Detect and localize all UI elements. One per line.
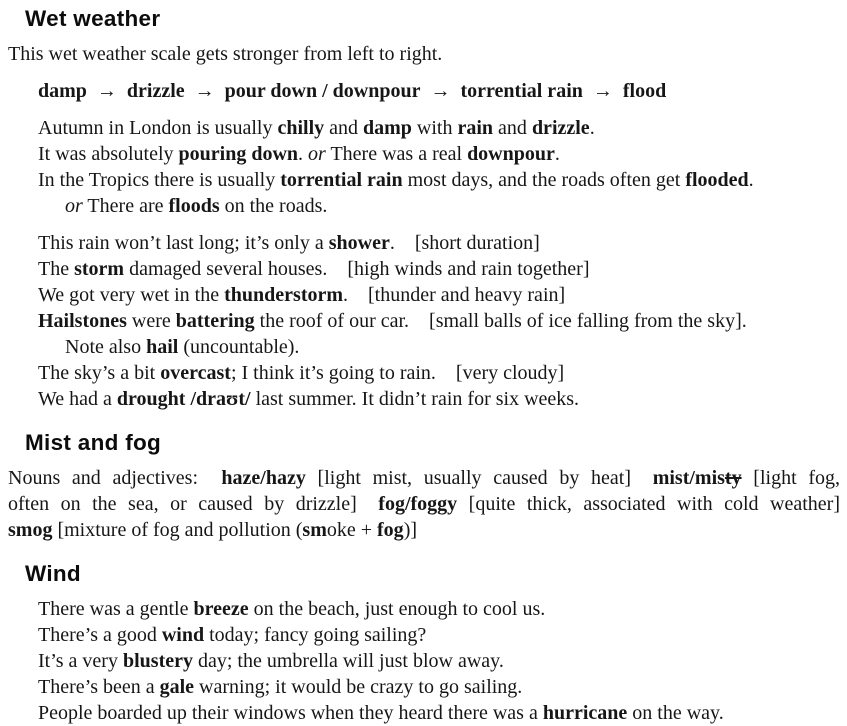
vocab-term: fog/foggy bbox=[378, 493, 458, 515]
text-span: [quite thick, associated with cold weather] bbox=[457, 493, 840, 515]
vocab-term-struck: ty bbox=[724, 467, 742, 489]
text-span: The bbox=[38, 258, 75, 280]
vocab-term: drought /draʊt/ bbox=[116, 388, 251, 410]
arrow-glyph: → bbox=[582, 80, 623, 102]
text-block bbox=[8, 41, 842, 67]
text-line bbox=[8, 141, 842, 167]
vocab-term: floods bbox=[168, 195, 220, 217]
text-span: [light fog, bbox=[741, 467, 840, 489]
vocab-term: hail bbox=[146, 336, 179, 358]
text-span: There are bbox=[82, 195, 169, 217]
text-span: . bbox=[298, 143, 309, 165]
text-span: often on the sea, or caused by drizzle] bbox=[8, 493, 379, 515]
section-body-mist-and-fog bbox=[8, 465, 842, 543]
section-body-wind bbox=[8, 596, 842, 726]
section-wet-weather bbox=[8, 6, 842, 412]
text-span: People boarded up their windows when they heard there was a bbox=[38, 702, 543, 724]
text-line bbox=[8, 465, 842, 491]
vocab-term: pour down / downpour bbox=[224, 80, 421, 102]
vocab-term: torrential rain bbox=[280, 169, 403, 191]
text-span: warning; it would be crazy to go sailing. bbox=[194, 676, 523, 698]
vocab-term: haze/hazy bbox=[221, 467, 306, 489]
vocab-term: battering bbox=[175, 310, 255, 332]
text-span: and bbox=[324, 117, 364, 139]
vocab-term: chilly bbox=[277, 117, 325, 139]
text-span: most days, and the roads often get bbox=[402, 169, 686, 191]
text-span: . bbox=[748, 169, 754, 191]
vocab-term: downpour bbox=[467, 143, 555, 165]
vocab-term: sm bbox=[302, 519, 327, 541]
text-line bbox=[8, 596, 842, 622]
text-line bbox=[8, 193, 842, 219]
text-block bbox=[8, 78, 842, 104]
text-line bbox=[8, 282, 842, 308]
vocab-term: torrential rain bbox=[460, 80, 583, 102]
text-block bbox=[8, 465, 842, 543]
text-line bbox=[8, 167, 842, 193]
section-mist-and-fog bbox=[8, 430, 842, 543]
text-span: today; fancy going sailing? bbox=[204, 624, 427, 646]
text-span: last summer. It didn’t rain for six weeks. bbox=[250, 388, 580, 410]
vocab-term: drizzle bbox=[531, 117, 590, 139]
text-span: Autumn in London is usually bbox=[38, 117, 278, 139]
section-heading-mist-and-fog: Mist and fog bbox=[25, 430, 162, 455]
vocab-term: shower bbox=[328, 232, 390, 254]
text-span: There’s been a bbox=[38, 676, 160, 698]
text-span: We had a bbox=[38, 388, 117, 410]
vocab-term: thunderstorm bbox=[224, 284, 344, 306]
text-span: on the way. bbox=[627, 702, 724, 724]
text-span: and bbox=[493, 117, 532, 139]
vocab-term: damp bbox=[363, 117, 412, 139]
text-span: . bbox=[589, 117, 595, 139]
text-span: . bbox=[554, 143, 560, 165]
vocab-term: flooded bbox=[685, 169, 749, 191]
text-span: . [short duration] bbox=[389, 232, 540, 254]
italic-text: or bbox=[65, 195, 83, 217]
vocab-term: fog bbox=[377, 519, 404, 541]
text-block bbox=[8, 596, 842, 726]
text-line bbox=[8, 491, 842, 517]
vocab-term: damp bbox=[38, 80, 87, 102]
text-line bbox=[8, 308, 842, 334]
text-span: ; I think it’s going to rain. [very cloudy] bbox=[230, 362, 565, 384]
text-span: This rain won’t last long; it’s only a bbox=[38, 232, 329, 254]
text-line bbox=[8, 622, 842, 648]
text-span: The sky’s a bit bbox=[38, 362, 161, 384]
section-heading-wet-weather: Wet weather bbox=[25, 6, 161, 31]
vocab-term: pouring down bbox=[178, 143, 299, 165]
section-wind bbox=[8, 561, 842, 726]
vocab-term: smog bbox=[8, 519, 53, 541]
vocab-term: blustery bbox=[122, 650, 193, 672]
text-line bbox=[8, 360, 842, 386]
text-span: [light mist, usually caused by heat] bbox=[305, 467, 653, 489]
text-span: It’s a very bbox=[38, 650, 123, 672]
text-span: There was a gentle bbox=[38, 598, 194, 620]
arrow-glyph: → bbox=[86, 80, 127, 102]
text-span: (uncountable). bbox=[178, 336, 300, 358]
text-span: on the beach, just enough to cool us. bbox=[248, 598, 546, 620]
text-span: In the Tropics there is usually bbox=[38, 169, 281, 191]
text-span: There was a real bbox=[325, 143, 468, 165]
text-span: Note also bbox=[65, 336, 147, 358]
text-line bbox=[8, 41, 842, 67]
arrow-glyph: → bbox=[420, 80, 461, 102]
text-line bbox=[8, 230, 842, 256]
text-span: [mixture of fog and pollution ( bbox=[52, 519, 303, 541]
vocab-term: storm bbox=[74, 258, 125, 280]
vocab-term: Hailstones bbox=[38, 310, 127, 332]
text-line bbox=[8, 334, 842, 360]
text-line bbox=[8, 115, 842, 141]
vocab-term: flood bbox=[622, 80, 667, 102]
text-block bbox=[8, 230, 842, 412]
text-span: on the roads. bbox=[219, 195, 328, 217]
vocab-term: gale bbox=[159, 676, 195, 698]
text-span: Nouns and adjectives: bbox=[8, 467, 222, 489]
text-line bbox=[8, 386, 842, 412]
text-span: with bbox=[411, 117, 458, 139]
text-line bbox=[8, 78, 842, 104]
vocab-term: wind bbox=[161, 624, 205, 646]
section-heading-wind: Wind bbox=[25, 561, 81, 586]
text-line bbox=[8, 674, 842, 700]
text-span: We got very wet in the bbox=[38, 284, 225, 306]
italic-text: or bbox=[308, 143, 326, 165]
vocab-term: rain bbox=[457, 117, 494, 139]
text-line bbox=[8, 700, 842, 726]
section-body-wet-weather bbox=[8, 41, 842, 412]
vocab-term: mist/mis bbox=[652, 467, 725, 489]
text-span: . [thunder and heavy rain] bbox=[343, 284, 566, 306]
text-span: oke + bbox=[326, 519, 378, 541]
text-span: There’s a good bbox=[38, 624, 162, 646]
vocab-term: overcast bbox=[160, 362, 231, 384]
text-span: damaged several houses. [high winds and rain together] bbox=[124, 258, 590, 280]
text-block bbox=[8, 115, 842, 219]
text-span: were bbox=[126, 310, 176, 332]
text-span: It was absolutely bbox=[38, 143, 179, 165]
arrow-glyph: → bbox=[184, 80, 225, 102]
vocab-term: breeze bbox=[193, 598, 249, 620]
vocab-term: hurricane bbox=[542, 702, 628, 724]
text-line bbox=[8, 517, 842, 543]
text-line bbox=[8, 648, 842, 674]
text-span: )] bbox=[403, 519, 418, 541]
text-line bbox=[8, 256, 842, 282]
vocab-term: drizzle bbox=[126, 80, 185, 102]
text-span: day; the umbrella will just blow away. bbox=[192, 650, 504, 672]
text-span: This wet weather scale gets stronger from left to right. bbox=[8, 43, 443, 65]
text-span: the roof of our car. [small balls of ice falling from the sky]. bbox=[254, 310, 747, 332]
